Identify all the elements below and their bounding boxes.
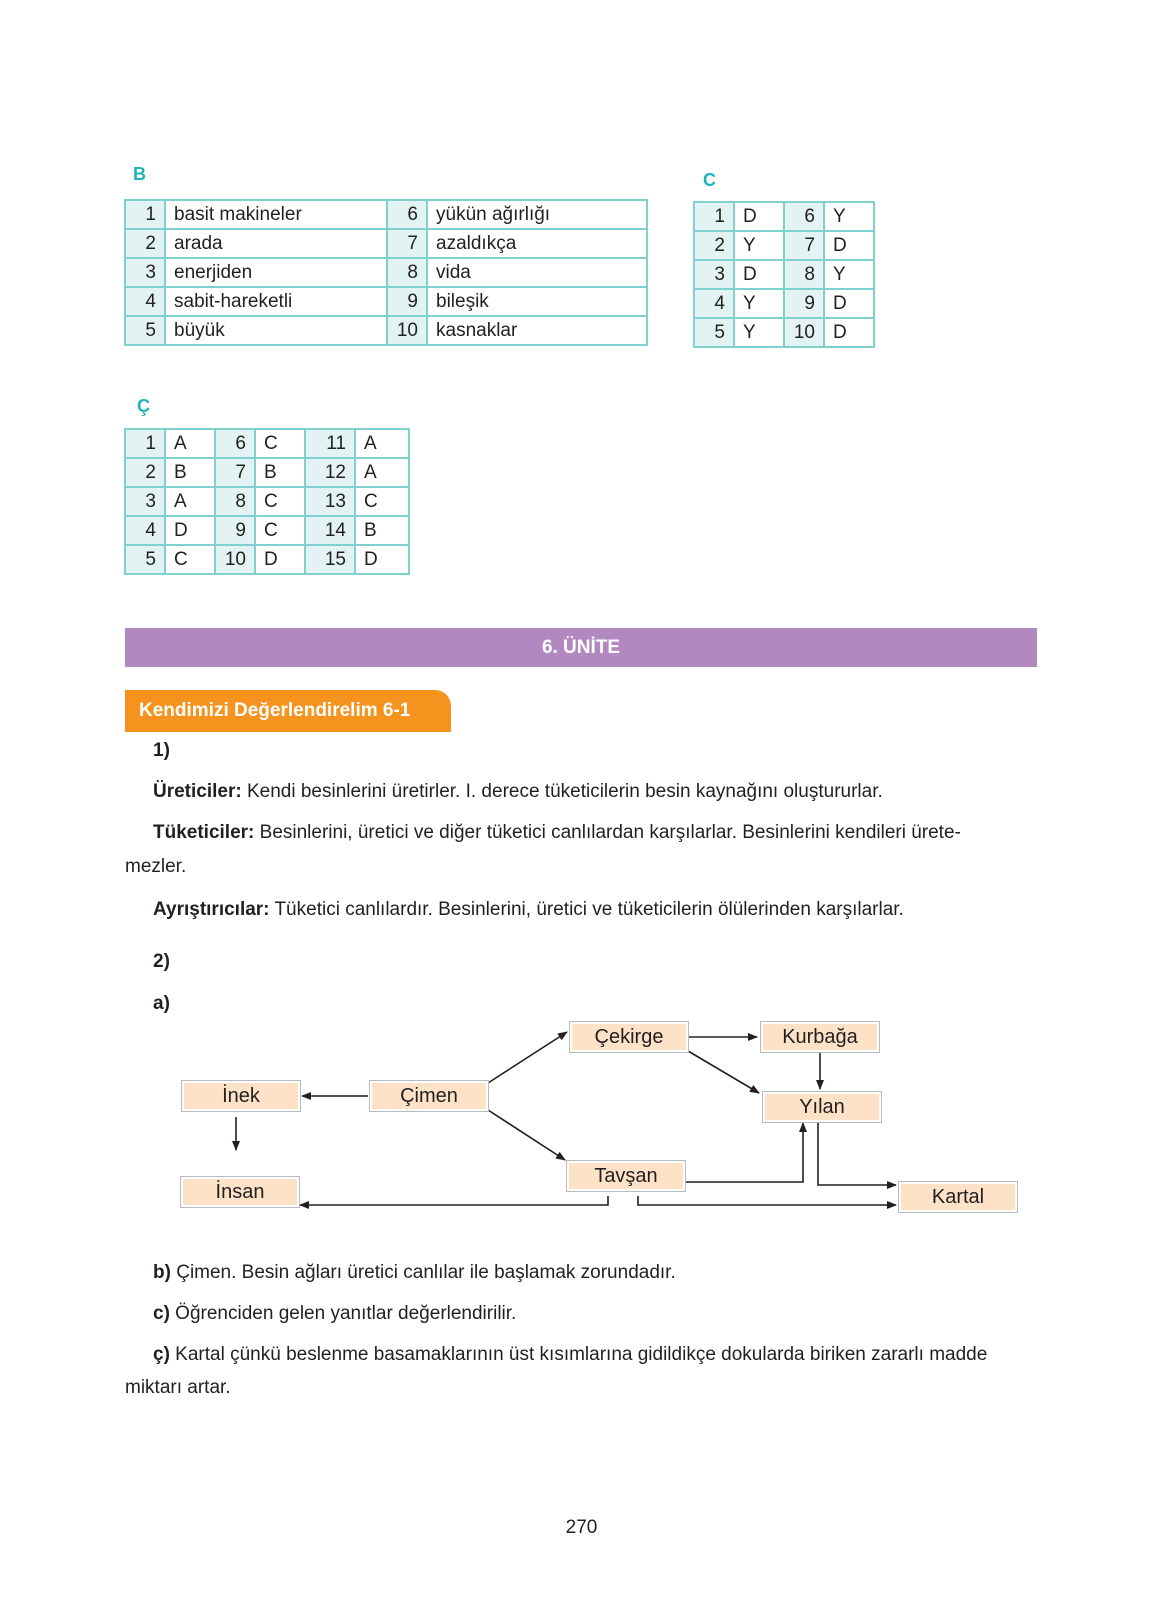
answer-number: 10 — [784, 318, 824, 347]
section-c-label: C — [703, 170, 716, 190]
answer-value: A — [355, 458, 409, 487]
node-insan: İnsan — [180, 1176, 300, 1208]
answer-text: Öğrenciden gelen yanıtlar değerlendirilir. — [169, 1303, 517, 1324]
node-tavsan: Tavşan — [566, 1160, 686, 1192]
answer-number: 2 — [694, 231, 734, 260]
answer-value: yükün ağırlığı — [427, 200, 647, 229]
term-ureticiler: Üreticiler: — [153, 781, 242, 802]
answer-number: 8 — [387, 258, 427, 287]
answer-number: 1 — [694, 202, 734, 231]
part-label: c) — [153, 1303, 170, 1324]
answer-value: sabit-hareketli — [165, 287, 387, 316]
answer-value: B — [255, 458, 305, 487]
unit-title-bar: 6. ÜNİTE — [125, 628, 1037, 667]
answer-number: 9 — [387, 287, 427, 316]
answer-number: 14 — [305, 516, 355, 545]
answer-number: 9 — [784, 289, 824, 318]
answer-value: C — [255, 487, 305, 516]
part-label: a) — [153, 993, 170, 1014]
self-evaluation-heading: Kendimizi Değerlendirelim 6-1 — [125, 690, 451, 732]
answer-number: 3 — [694, 260, 734, 289]
answer-number: 2 — [125, 229, 165, 258]
answer-value: C — [255, 516, 305, 545]
answer-value: B — [355, 516, 409, 545]
answer-number: 7 — [784, 231, 824, 260]
answer-number: 8 — [215, 487, 255, 516]
question-number: 1) — [153, 740, 170, 761]
answer-number: 6 — [387, 200, 427, 229]
answer-value: Y — [734, 231, 784, 260]
tuketiciler-continuation: mezler. — [125, 856, 187, 877]
answer-value: Y — [824, 202, 874, 231]
definition-text: Kendi besinlerini üretirler. I. derece tüketicilerin besin kaynağını oluştururlar. — [241, 781, 883, 802]
answer-number: 4 — [694, 289, 734, 318]
answer-value: D — [824, 231, 874, 260]
definition-text: Besinlerini, üretici ve diğer tüketici canlılardan karşılarlar. Besinlerini kendileri ürete- — [254, 822, 961, 843]
answer-value: Y — [734, 289, 784, 318]
answer-number: 10 — [215, 545, 255, 574]
node-inek: İnek — [181, 1080, 301, 1112]
answer-number: 15 — [305, 545, 355, 574]
answer-value: Y — [824, 260, 874, 289]
answer-value: D — [734, 202, 784, 231]
term-ayristiricilar: Ayrıştırıcılar: — [153, 899, 270, 920]
node-kartal: Kartal — [898, 1181, 1018, 1213]
answer-value: B — [165, 458, 215, 487]
page-number: 270 — [565, 1517, 598, 1538]
answer-number: 7 — [387, 229, 427, 258]
answer-value: A — [355, 429, 409, 458]
part-label: b) — [153, 1262, 171, 1283]
answer-number: 11 — [305, 429, 355, 458]
answer-value: enerjiden — [165, 258, 387, 287]
term-tuketiciler: Tüketiciler: — [153, 822, 255, 843]
answer-number: 4 — [125, 516, 165, 545]
answer-value: C — [255, 429, 305, 458]
answer-number: 1 — [125, 429, 165, 458]
answer-value: basit makineler — [165, 200, 387, 229]
section-cc-label: Ç — [137, 396, 150, 416]
node-cimen: Çimen — [369, 1080, 489, 1112]
answer-number: 3 — [125, 258, 165, 287]
answer-value: D — [255, 545, 305, 574]
answer-value: D — [355, 545, 409, 574]
answer-value: büyük — [165, 316, 387, 345]
answer-number: 4 — [125, 287, 165, 316]
answer-number: 7 — [215, 458, 255, 487]
answer-number: 10 — [387, 316, 427, 345]
answer-value: A — [165, 487, 215, 516]
answer-value: kasnaklar — [427, 316, 647, 345]
answer-number: 2 — [125, 458, 165, 487]
node-kurbaga: Kurbağa — [760, 1021, 880, 1053]
answer-value: D — [165, 516, 215, 545]
answer-value: vida — [427, 258, 647, 287]
answer-text: Kartal çünkü beslenme basamaklarının üst kısımlarına gidildikçe dokularda biriken zararlı madde — [169, 1344, 988, 1365]
answer-value: D — [824, 289, 874, 318]
part-cc-continuation: miktarı artar. — [125, 1377, 231, 1398]
answer-value: A — [165, 429, 215, 458]
answer-value: D — [734, 260, 784, 289]
answer-number: 5 — [694, 318, 734, 347]
answer-number: 12 — [305, 458, 355, 487]
answer-value: bileşik — [427, 287, 647, 316]
answer-value: D — [824, 318, 874, 347]
question-number: 2) — [153, 951, 170, 972]
definition-text: Tüketici canlılardır. Besinlerini, üretici ve tüketicilerin ölülerinden karşılarlar. — [269, 899, 904, 920]
answer-number: 5 — [125, 545, 165, 574]
answer-number: 13 — [305, 487, 355, 516]
part-c-paragraph — [153, 1297, 516, 1331]
answer-number: 6 — [215, 429, 255, 458]
node-cekirge: Çekirge — [569, 1021, 689, 1053]
answer-value: Y — [734, 318, 784, 347]
answer-number: 9 — [215, 516, 255, 545]
part-b-paragraph — [153, 1256, 676, 1290]
node-yilan: Yılan — [762, 1091, 882, 1123]
part-label: ç) — [153, 1344, 170, 1365]
answer-number: 5 — [125, 316, 165, 345]
answer-value: azaldıkça — [427, 229, 647, 258]
answer-number: 1 — [125, 200, 165, 229]
section-b-label: B — [133, 164, 146, 184]
answer-number: 3 — [125, 487, 165, 516]
answer-number: 8 — [784, 260, 824, 289]
part-cc-paragraph — [153, 1338, 987, 1372]
answer-value: C — [355, 487, 409, 516]
answer-number: 6 — [784, 202, 824, 231]
answer-value: C — [165, 545, 215, 574]
answer-text: Çimen. Besin ağları üretici canlılar ile başlamak zorundadır. — [170, 1262, 676, 1283]
answer-value: arada — [165, 229, 387, 258]
